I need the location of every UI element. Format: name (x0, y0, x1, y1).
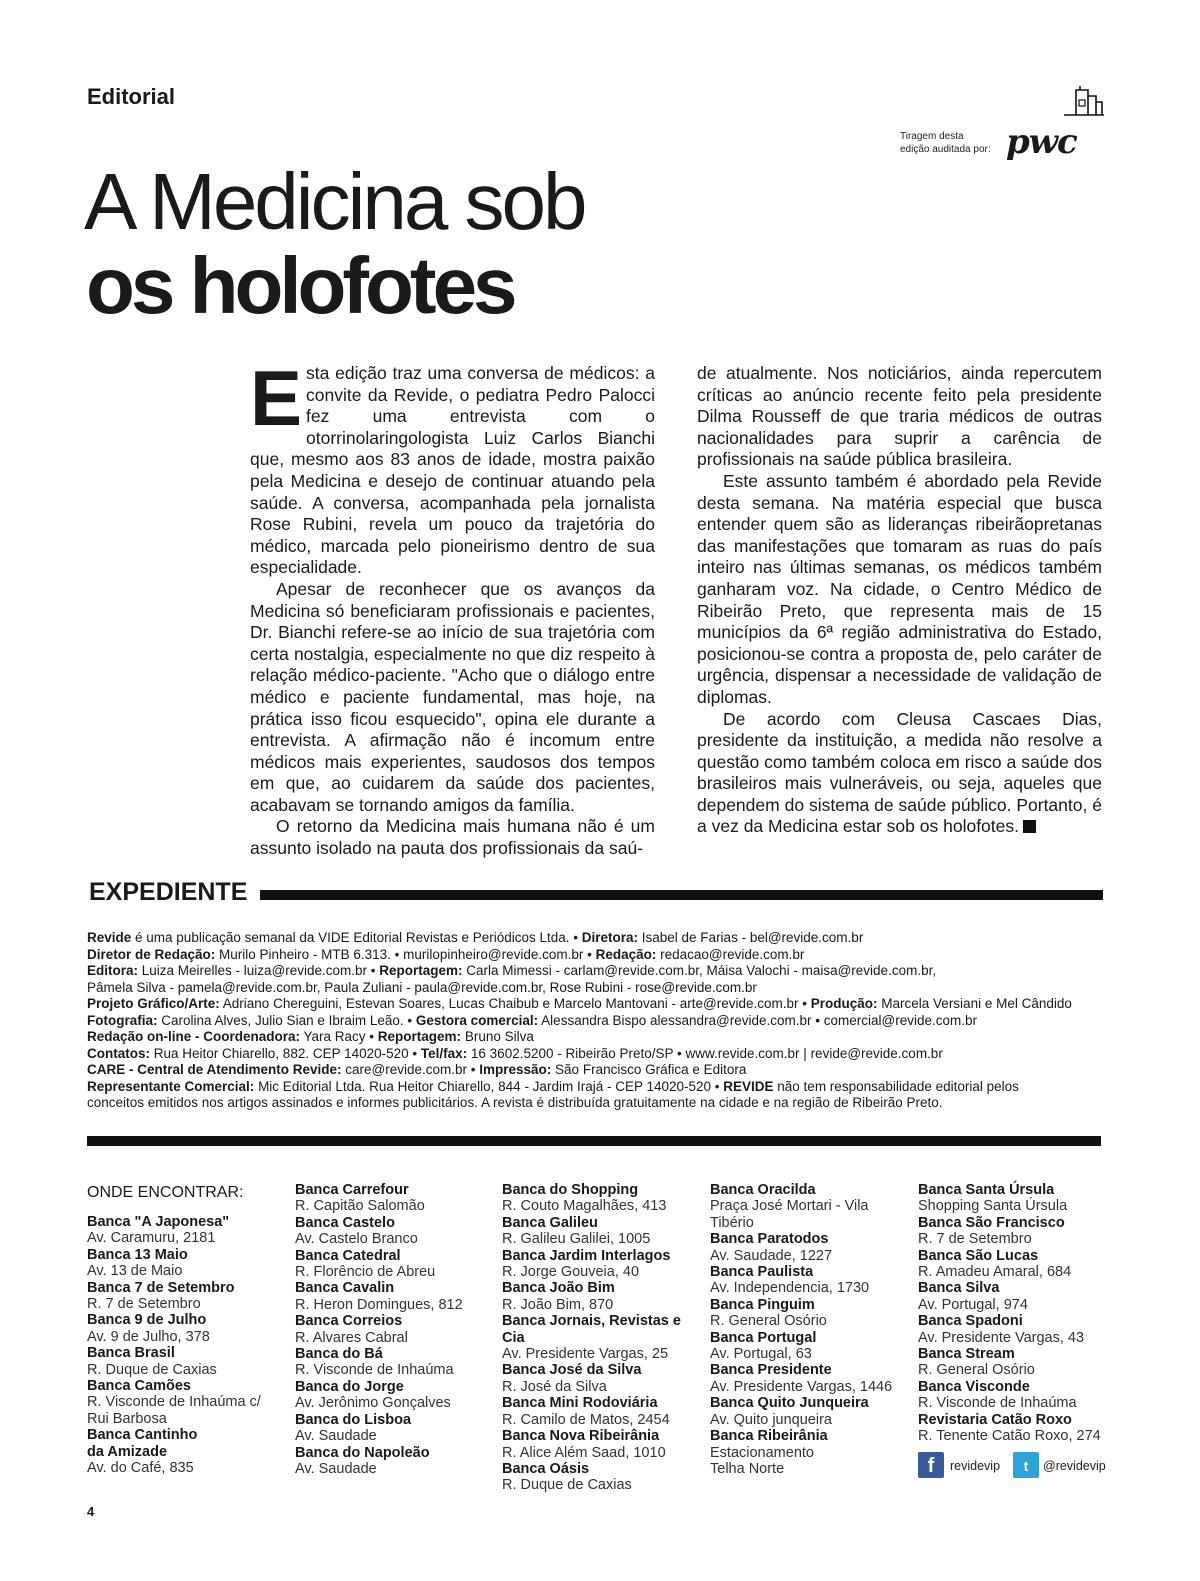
location-address: R. Capitão Salomão (295, 1198, 425, 1215)
location-name: Banca 9 de Julho (87, 1312, 207, 1329)
location-name: Banca Oracilda (710, 1182, 816, 1198)
expediente-line (87, 1013, 1107, 1030)
paragraph-text: De acordo com Cleusa Cascaes Dias, presidente da instituição, a medida não resolve a questão como também coloca em risco a saúde dos brasileiros mais vulneráveis, ou seja, aqueles que dependem do sistema de saúde público. Portanto, é a vez da Medicina estar sob os holofotes. (697, 708, 1102, 837)
expediente-line (87, 963, 1107, 980)
location-entry (502, 1362, 702, 1395)
location-address: R. Heron Domingues, 812 (295, 1296, 463, 1313)
location-name: Banca do Bá (295, 1346, 383, 1363)
location-address: R. 7 de Setembro (918, 1231, 1032, 1248)
location-entry (710, 1264, 905, 1297)
location-address: Av. Saudade, 1227 (710, 1247, 833, 1264)
locations-column (710, 1182, 905, 1477)
location-entry (87, 1247, 277, 1280)
location-address: R. 7 de Setembro (87, 1296, 201, 1313)
article-paragraph: O retorno da Medicina mais humana não é um assunto isolado na pauta dos profissionais da saú- (250, 816, 655, 859)
location-name: Banca Camões (87, 1378, 191, 1395)
location-entry (918, 1412, 1118, 1445)
location-entry (918, 1248, 1118, 1281)
location-address: Rui Barbosa (87, 1410, 167, 1427)
location-address: R. Tenente Catão Roxo, 274 (918, 1428, 1101, 1445)
pwc-logo: pwc (1006, 122, 1077, 162)
location-address: Av. Castelo Branco (295, 1231, 418, 1248)
location-address: Av. Saudade (295, 1460, 377, 1477)
facebook-handle[interactable]: revidevip (950, 1459, 1001, 1473)
location-entry (295, 1313, 490, 1346)
location-name: Banca Quito Junqueira (710, 1395, 869, 1412)
expediente-text: Rua Heitor Chiarello, 882. CEP 14020-520 • (150, 1045, 421, 1061)
location-entry (87, 1444, 277, 1477)
expediente-label: Redação: (595, 946, 657, 962)
location-address: Estacionamento (710, 1444, 814, 1461)
location-name: Banca Spadoni (918, 1313, 1023, 1330)
location-entry (918, 1346, 1118, 1379)
location-name: Banca Paulista (710, 1264, 814, 1281)
location-address: Av. Presidente Vargas, 25 (502, 1346, 669, 1363)
expediente-text: Murilo Pinheiro - MTB 6.313. • murilopinheiro@revide.com.br • (215, 946, 596, 962)
title-line-2: os holofotes (86, 241, 514, 330)
location-entry (502, 1428, 702, 1461)
expediente-text: Luiza Meirelles - luiza@revide.com.br • (138, 963, 380, 978)
expediente-text: não tem responsabilidade editorial pelos (773, 1078, 1019, 1094)
location-name: Banca do Jorge (295, 1378, 404, 1395)
location-name: Banca São Francisco (918, 1214, 1065, 1231)
expediente-body (87, 930, 1107, 1112)
location-address: R. Jorge Gouveia, 40 (502, 1264, 640, 1281)
article-column-2 (697, 363, 1102, 838)
location-entry (918, 1313, 1118, 1346)
location-entry (502, 1248, 702, 1281)
location-name: Banca do Shopping (502, 1182, 639, 1198)
expediente-text: care@revide.com.br • (341, 1062, 480, 1077)
expediente-line (87, 1046, 1107, 1063)
expediente-label: Editora: (87, 963, 139, 978)
location-address: Av. Presidente Vargas, 1446 (710, 1378, 893, 1395)
location-address: R. Florêncio de Abreu (295, 1264, 436, 1281)
pwc-logo-mark (1062, 86, 1106, 116)
expediente-label: Fotografia: (87, 1012, 158, 1028)
expediente-label: Diretor de Redação: (87, 946, 216, 962)
location-entry (710, 1231, 905, 1264)
location-address: Av. Caramuru, 2181 (87, 1230, 216, 1247)
expediente-text: Yara Racy • (300, 1029, 378, 1044)
expediente-label: Gestora comercial: (415, 1012, 539, 1028)
location-entry (502, 1280, 702, 1313)
locations-column (295, 1182, 490, 1477)
location-address: R. Alvares Cabral (295, 1329, 408, 1346)
article-column-1 (250, 354, 655, 860)
location-address: Av. Portugal, 63 (710, 1346, 812, 1363)
location-entry (295, 1346, 490, 1379)
location-name: Banca José da Silva (502, 1362, 642, 1379)
expediente-line (87, 1062, 1107, 1079)
location-address: Av. do Café, 835 (87, 1460, 194, 1477)
location-name: Banca Brasil (87, 1345, 175, 1362)
location-entry (295, 1445, 490, 1478)
expediente-text: Bruno Silva (461, 1029, 534, 1044)
location-entry (502, 1215, 702, 1248)
expediente-text: é uma publicação semanal da VIDE Editorial Revistas e Periódicos Ltda. • (131, 930, 582, 945)
location-address: Av. Jerônimo Gonçalves (295, 1395, 451, 1412)
location-address: R. Duque de Caxias (502, 1477, 632, 1494)
title-line-1: A Medicina sob (84, 157, 585, 246)
expediente-label: REVIDE (723, 1078, 774, 1094)
location-address: Av. Quito junqueira (710, 1411, 832, 1428)
location-name: Banca "A Japonesa" (87, 1214, 230, 1230)
location-name: Banca Stream (918, 1346, 1015, 1363)
page-number: 4 (87, 1504, 95, 1519)
expediente-label: Contatos: (87, 1045, 150, 1061)
expediente-label: Redação on-line - Coordenadora: (87, 1029, 301, 1044)
expediente-text: Isabel de Farias - bel@revide.com.br (638, 930, 864, 945)
expediente-text: Marcela Versiani e Mel Cândido (877, 996, 1072, 1011)
location-name: Banca Castelo (295, 1214, 395, 1231)
location-entry (918, 1182, 1118, 1215)
location-address: R. José da Silva (502, 1378, 607, 1395)
drop-cap: E (250, 354, 303, 442)
expediente-text: Pâmela Silva - pamela@revide.com.br, Paula Zuliani - paula@revide.com.br, Rose Rubini - rose@revide.com.br (87, 979, 757, 995)
section-divider (87, 1136, 1101, 1146)
location-address: R. Amadeu Amaral, 684 (918, 1264, 1072, 1281)
location-name: Banca Visconde (918, 1378, 1030, 1395)
location-entry (710, 1395, 905, 1428)
location-address: R. General Osório (918, 1362, 1035, 1379)
audit-caption (900, 130, 991, 156)
location-address: R. Duque de Caxias (87, 1361, 217, 1378)
expediente-label: Revide (87, 930, 132, 945)
location-name: Banca Presidente (710, 1362, 832, 1379)
location-name: Banca São Lucas (918, 1247, 1039, 1264)
locations-heading: ONDE ENCONTRAR: (87, 1184, 244, 1201)
location-entry (295, 1215, 490, 1248)
location-entry (87, 1427, 277, 1443)
location-address: Av. Presidente Vargas, 43 (918, 1329, 1085, 1346)
location-name: Banca Mini Rodoviária (502, 1395, 658, 1412)
location-address: Av. Portugal, 974 (918, 1296, 1028, 1313)
expediente-text: redacao@revide.com.br (656, 946, 805, 962)
facebook-icon[interactable]: f (918, 1452, 944, 1478)
expediente-line (87, 1029, 1107, 1046)
expediente-label: CARE - Central de Atendimento Revide: (87, 1062, 342, 1077)
expediente-line (87, 1079, 1107, 1096)
article-paragraph: Apesar de reconhecer que os avanços da Medicina só beneficiaram profissionais e pacientes, Dr. Bianchi refere-se ao início de sua trajetória com certa nostalgia, especialmente no que diz respeito à relação médico-paciente. "Acho que o diálogo entre médico e paciente fundamental, mas hoje, na prática isso ficou esquecido", opina ele durante a entrevista. A afirmação não é incomum entre médicos mais experientes, saudosos dos tempos em que, ao cuidarem da saúde dos pacientes, acabavam se tornando amigos da família. (250, 578, 655, 815)
expediente-text: Carolina Alves, Julio Sian e Ibraim Leão. • (157, 1012, 416, 1028)
location-entry (87, 1378, 277, 1427)
expediente-text: São Francisco Gráfica e Editora (551, 1062, 747, 1077)
audit-line-2: edição auditada por: (900, 144, 991, 155)
end-mark-icon (1023, 820, 1036, 833)
location-address: R. Couto Magalhães, 413 (502, 1198, 667, 1215)
location-name: Banca Carrefour (295, 1182, 409, 1198)
twitter-handle[interactable]: @revidevip (1043, 1459, 1106, 1473)
location-address: R. Visconde de Inhaúma c/ (87, 1394, 261, 1411)
article-paragraph (697, 709, 1102, 839)
location-name: Banca Jardim Interlagos (502, 1247, 671, 1264)
expediente-label: Tel/fax: (420, 1045, 468, 1061)
location-name: Banca Catedral (295, 1247, 401, 1264)
location-name: Banca Jornais, Revistas e Cia (502, 1313, 681, 1346)
location-name: Banca Paratodos (710, 1231, 829, 1248)
expediente-label: Reportagem: (377, 1029, 462, 1044)
paragraph-text: sta edição traz uma conversa de médicos: a convite da Revide, o pediatra Pedro Palocci fez uma entrevista com o otorrinolaringologista Luiz Carlos Bianchi que, mesmo aos 83 anos de idade, mostra paixão pela Medicina e desejo de continuar atuando pela saúde. A conversa, acompanhada pela jornalista Rose Rubini, revela um pouco da trajetória do médico, marcada pelo pioneirismo dentro de sua especialidade. (250, 363, 655, 578)
expediente-line (87, 1095, 1107, 1112)
location-address: R. Visconde de Inhaúma (295, 1362, 454, 1379)
expediente-line (87, 947, 1107, 964)
location-name: Banca Cantinho (87, 1427, 198, 1444)
locations-column (87, 1214, 277, 1477)
expediente-text: Adriano Chereguini, Estevan Soares, Lucas Chaibub e Marcelo Mantovani - arte@revide.com.br • (219, 996, 811, 1011)
expediente-label: Impressão: (479, 1062, 552, 1077)
twitter-icon[interactable]: t (1013, 1452, 1039, 1478)
location-name: Banca Nova Ribeirânia (502, 1428, 660, 1445)
expediente-text: Mic Editorial Ltda. Rua Heitor Chiarello, 844 - Jardim Irajá - CEP 14020-520 • (254, 1078, 724, 1094)
location-name: Banca do Lisboa (295, 1411, 412, 1428)
location-entry (295, 1412, 490, 1445)
audit-block (900, 86, 1110, 166)
location-entry (502, 1182, 702, 1215)
location-name: da Amizade (87, 1443, 168, 1460)
location-address: R. Galileu Galilei, 1005 (502, 1231, 651, 1248)
location-address: Av. 13 de Maio (87, 1263, 183, 1280)
location-name: Banca 7 de Setembro (87, 1279, 235, 1296)
location-entry (87, 1214, 277, 1247)
expediente-label: Representante Comercial: (87, 1078, 255, 1094)
location-entry (87, 1280, 277, 1313)
location-entry (502, 1461, 702, 1494)
location-address: Praça José Mortari - Vila (710, 1198, 869, 1215)
location-address: R. Visconde de Inhaúma (918, 1395, 1077, 1412)
location-address: R. Camilo de Matos, 2454 (502, 1411, 670, 1428)
location-name: Banca Silva (918, 1280, 1000, 1297)
expediente-rule (260, 890, 1103, 900)
expediente-line (87, 930, 1107, 947)
location-entry (87, 1345, 277, 1378)
audit-line-1: Tiragem desta (900, 131, 964, 142)
location-entry (295, 1379, 490, 1412)
location-name: Banca Portugal (710, 1329, 817, 1346)
article-paragraph: de atualmente. Nos noticiários, ainda repercutem críticas ao anúncio recente feito pela presidente Dilma Rousseff de que traria médicos de outras nacionalidades para suprir a carência de profissionais na saúde pública brasileira. (697, 363, 1102, 470)
location-name: Banca Santa Úrsula (918, 1182, 1055, 1198)
location-entry (710, 1182, 905, 1231)
locations-column (502, 1182, 702, 1494)
expediente-line (87, 996, 1107, 1013)
location-name: Banca Correios (295, 1313, 403, 1330)
location-address: Av. Independencia, 1730 (710, 1280, 870, 1297)
location-entry (710, 1330, 905, 1363)
location-name: Revistaria Catão Roxo (918, 1411, 1072, 1428)
location-address: R. General Osório (710, 1313, 827, 1330)
location-address: Av. 9 de Julho, 378 (87, 1328, 210, 1345)
location-address: R. João Bim, 870 (502, 1296, 614, 1313)
social-links (918, 1452, 1108, 1484)
location-entry (295, 1248, 490, 1281)
location-entry (918, 1215, 1118, 1248)
article-paragraph: Este assunto também é abordado pela Revide desta semana. Na matéria especial que busca entender quem são as lideranças ribeirãopretanas das manifestações que tomaram as ruas do país inteiro nas últimas semanas, os médicos também ganharam voz. Na cidade, o Centro Médico de Ribeirão Preto, que representa mais de 15 municípios da 6ª região administrativa do Estado, posicionou-se contra a proposta de, pelo caráter de urgência, dispensar a necessidade de validação de diplomas. (697, 470, 1102, 707)
article-paragraph (250, 354, 655, 579)
location-name: Banca Ribeirânia (710, 1428, 828, 1445)
location-entry (710, 1362, 905, 1395)
expediente-line (87, 980, 1107, 997)
location-address: Telha Norte (710, 1460, 785, 1477)
location-entry (918, 1379, 1118, 1412)
expediente-label: Projeto Gráfico/Arte: (87, 996, 220, 1011)
location-name: Banca do Napoleão (295, 1444, 430, 1461)
location-address: Tibério (710, 1214, 754, 1231)
location-entry (502, 1395, 702, 1428)
location-name: Banca João Bim (502, 1280, 615, 1297)
expediente-text: 16 3602.5200 - Ribeirão Preto/SP • www.revide.com.br | revide@revide.com.br (467, 1045, 943, 1061)
location-entry (918, 1280, 1118, 1313)
expediente-text: Alessandra Bispo alessandra@revide.com.br • comercial@revide.com.br (538, 1012, 977, 1028)
expediente-label: Diretora: (581, 930, 639, 945)
location-entry (710, 1297, 905, 1330)
section-label: Editorial (87, 84, 176, 109)
location-name: Banca Pinguim (710, 1296, 815, 1313)
location-entry (87, 1312, 277, 1345)
location-name: Banca 13 Maio (87, 1246, 188, 1263)
location-entry (502, 1313, 702, 1362)
locations-column (918, 1182, 1118, 1445)
location-name: Banca Cavalin (295, 1280, 395, 1297)
expediente-label: Produção: (810, 996, 878, 1011)
location-entry (295, 1182, 490, 1215)
location-name: Banca Oásis (502, 1460, 590, 1477)
expediente-title: EXPEDIENTE (89, 878, 248, 906)
location-name: Banca Galileu (502, 1214, 598, 1231)
location-address: Av. Saudade (295, 1428, 377, 1445)
location-entry (295, 1280, 490, 1313)
location-entry (710, 1428, 905, 1477)
location-address: Shopping Santa Úrsula (918, 1198, 1068, 1215)
location-address: R. Alice Além Saad, 1010 (502, 1444, 666, 1461)
expediente-text: conceitos emitidos nos artigos assinados e informes publicitários. A revista é distribuída gratuitamente na cidade e na região de Ribeirão Preto. (87, 1095, 943, 1110)
expediente-text: Carla Mimessi - carlam@revide.com.br, Máisa Valochi - maisa@revide.com.br, (462, 963, 937, 978)
expediente-label: Reportagem: (379, 963, 463, 978)
